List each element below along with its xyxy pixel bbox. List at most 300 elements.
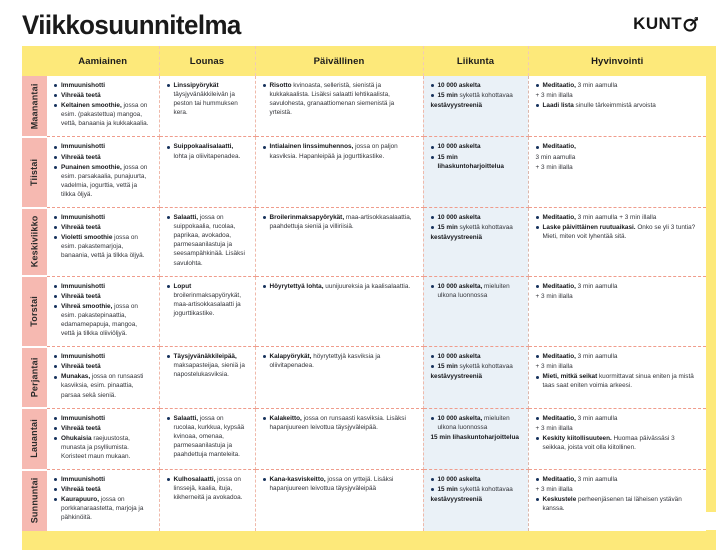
item-title: Täysjyvänäkkileipää, <box>173 353 237 361</box>
bullet-dot-icon <box>167 84 170 87</box>
list-item <box>431 372 521 381</box>
list-item <box>431 153 521 171</box>
item-title: 15 min <box>437 92 458 100</box>
item-detail: + 3 min illalla <box>535 486 573 494</box>
item-detail: 3 min aamulla + 3 min illalla <box>575 214 657 222</box>
item-detail: 3 min aamulla <box>575 353 618 361</box>
bottom-accent-strip <box>22 530 716 550</box>
item-title: Keltainen smoothie, <box>61 102 122 110</box>
bullet-dot-icon <box>167 285 170 288</box>
list-item <box>536 101 700 110</box>
cell-hyvinvointi <box>528 470 706 531</box>
day-label-cell <box>22 276 47 347</box>
item-title: Immuunishotti <box>61 82 106 89</box>
item-detail: kuormittavat sinua eniten ja mistä taas saat eniten voimia arkeesi. <box>542 373 694 390</box>
bullet-dot-icon <box>54 236 57 239</box>
column-header-aamiainen: Aamiainen <box>47 46 159 76</box>
item-title: Immuunishotti <box>61 214 106 222</box>
bullet-dot-icon <box>263 417 266 420</box>
list-item <box>167 414 248 459</box>
item-detail: 3 min aamulla <box>575 282 618 290</box>
bullet-dot-icon <box>167 478 170 481</box>
item-title: Vihreä smoothie, <box>61 302 113 310</box>
table-header-row <box>22 46 706 76</box>
column-header-liikunta: Liikunta <box>423 46 528 76</box>
list-item <box>431 101 521 110</box>
table-row <box>22 470 706 531</box>
aamiainen-list <box>54 142 152 199</box>
list-item <box>431 213 521 222</box>
list-item <box>54 142 152 151</box>
bullet-dot-icon <box>536 478 539 481</box>
hyvinvointi-list <box>536 81 700 110</box>
list-item <box>536 352 700 361</box>
paivallinen-list <box>263 142 416 160</box>
item-title: Punainen smoothie, <box>61 163 122 171</box>
bullet-dot-icon <box>54 295 57 298</box>
item-detail: jossa on runsaasti kasviksia. Lisäksi hapanjuureen leivottua täysjyväleipää. <box>269 414 406 431</box>
item-detail: jossa on paljon kasviksia. Hapanleipää ja jogurttikastike. <box>269 143 398 160</box>
list-item <box>536 142 700 151</box>
liikunta-list <box>431 142 521 170</box>
bullet-dot-icon <box>54 216 57 219</box>
list-item <box>431 485 521 494</box>
item-detail: 3 min aamulla <box>535 153 576 161</box>
cell-hyvinvointi <box>528 208 706 277</box>
item-title: Mieti, mitkä seikat <box>542 373 598 381</box>
bullet-dot-icon <box>431 488 434 491</box>
item-title: 10 000 askelta <box>437 82 481 89</box>
lounas-list <box>167 213 248 268</box>
item-title: Laske päivittäinen ruutuaikasi. <box>542 224 636 232</box>
item-detail: 3 min aamulla <box>575 476 618 484</box>
item-title: Munakas, <box>61 373 91 381</box>
table-row <box>22 408 706 469</box>
list-item <box>536 153 700 162</box>
bullet-dot-icon <box>431 285 434 288</box>
item-title: 10 000 askelta <box>437 353 481 361</box>
item-detail: jossa on esim. (pakastettua) mangoa, vettä, banaania ja kukkakaalia. <box>61 102 149 128</box>
list-item <box>536 282 700 291</box>
item-title: Risotto <box>269 82 292 89</box>
cell-paivallinen <box>255 137 423 208</box>
item-title: kestävyystreeniä <box>430 496 483 504</box>
bullet-dot-icon <box>431 365 434 368</box>
bullet-dot-icon <box>54 498 57 501</box>
plan-table-wrap <box>0 46 716 531</box>
hyvinvointi-list <box>536 282 700 301</box>
day-label-wrap <box>22 348 47 407</box>
item-title: Broilerinmaksapyörykät, <box>269 214 345 222</box>
paivallinen-list <box>263 213 416 231</box>
item-detail: + 3 min illalla <box>535 424 573 432</box>
bullet-dot-icon <box>536 417 539 420</box>
aamiainen-list <box>54 213 152 260</box>
bullet-dot-icon <box>431 94 434 97</box>
bullet-dot-icon <box>167 355 170 358</box>
bullet-dot-icon <box>263 355 266 358</box>
item-detail: + 3 min illalla <box>535 163 573 171</box>
list-item <box>54 292 152 301</box>
cell-paivallinen <box>255 208 423 277</box>
bullet-dot-icon <box>263 84 266 87</box>
item-detail: kvinoasta, selleristä, sienistä ja kukkakaalista. Lisäksi salaatti lehtikaalista, savulohesta, granaattiomenan siemenistä ja yrteistä. <box>269 82 395 117</box>
bullet-dot-icon <box>54 488 57 491</box>
item-title: Meditaatio, <box>542 82 576 89</box>
hyvinvointi-list <box>536 352 700 390</box>
list-item <box>431 282 521 300</box>
item-detail: + 3 min illalla <box>535 363 573 371</box>
cell-hyvinvointi <box>528 76 706 137</box>
day-label: Perjantai <box>29 357 40 398</box>
item-title: Vihreää teetä <box>61 292 101 300</box>
item-title: kestävyystreeniä <box>430 102 483 110</box>
bullet-dot-icon <box>431 146 434 149</box>
bullet-dot-icon <box>167 146 170 149</box>
table-row <box>22 347 706 408</box>
item-title: 15 min <box>437 486 458 494</box>
list-item <box>536 424 700 433</box>
item-detail: sinulle tärkeimmistä arvoista <box>573 102 656 110</box>
list-item <box>54 153 152 162</box>
list-item <box>167 352 248 379</box>
item-title: Loput <box>173 282 192 290</box>
day-label-cell <box>22 347 47 408</box>
day-label-wrap <box>22 409 47 468</box>
cell-liikunta <box>423 208 528 277</box>
list-item <box>54 223 152 232</box>
list-item <box>54 101 152 128</box>
bullet-dot-icon <box>536 437 539 440</box>
list-item <box>167 81 248 117</box>
cell-paivallinen <box>255 347 423 408</box>
item-detail: jossa on esim. parsakaalia, punajuurta, vadelmia, jogurttia, vettä ja tilkka öljyä. <box>61 163 148 198</box>
bullet-dot-icon <box>263 478 266 481</box>
list-item <box>431 142 521 151</box>
bullet-dot-icon <box>54 156 57 159</box>
bullet-dot-icon <box>536 498 539 501</box>
item-detail: jossa on esim. pakastepinaattia, edamamepapuja, mangoa, vettä ja tilkka oliiviöljyä. <box>61 302 138 338</box>
day-label-wrap <box>22 471 47 531</box>
item-detail: täysjyvänäkkileivän ja peston tai hummuksen kera. <box>173 91 238 117</box>
lounas-list <box>167 142 248 160</box>
list-item <box>431 495 521 504</box>
list-item <box>167 213 248 268</box>
cell-liikunta <box>423 470 528 531</box>
brand-name: KUNT <box>633 14 682 33</box>
item-title: Intialainen linssimuhennos, <box>269 143 354 151</box>
cell-lounas <box>159 208 255 277</box>
item-title: Keskity kiitollisuuteen. <box>542 434 612 442</box>
target-o-icon <box>683 17 698 32</box>
bullet-dot-icon <box>536 376 539 379</box>
day-label-wrap <box>22 277 47 346</box>
item-detail: maa-artisokkasalaattia, paahdettuja sieniä ja villiriisiä. <box>269 214 412 231</box>
lounas-list <box>167 81 248 117</box>
item-detail: jossa on porkkanaraastetta, marjoja ja pähkinöitä. <box>61 496 144 522</box>
day-label-wrap <box>22 76 47 136</box>
list-item <box>536 213 700 222</box>
list-item <box>536 91 700 100</box>
list-item <box>431 414 521 432</box>
liikunta-list <box>431 282 521 300</box>
page-title: Viikkosuunnitelma <box>22 10 241 40</box>
item-detail: + 3 min illalla <box>535 292 573 300</box>
bullet-dot-icon <box>431 355 434 358</box>
column-header-hyvinvointi: Hyvinvointi <box>528 46 706 76</box>
liikunta-list <box>431 352 521 381</box>
list-item <box>54 91 152 100</box>
list-item <box>536 292 700 301</box>
list-item <box>263 475 416 493</box>
list-item <box>431 223 521 232</box>
item-title: Vihreää teetä <box>61 224 101 232</box>
item-detail: 3 min aamulla <box>575 82 618 89</box>
item-title: Meditaatio, <box>542 353 576 361</box>
list-item <box>54 282 152 291</box>
cell-lounas <box>159 76 255 137</box>
aamiainen-list <box>54 282 152 339</box>
cell-paivallinen <box>255 276 423 347</box>
cell-aamiainen <box>47 347 159 408</box>
bullet-dot-icon <box>431 478 434 481</box>
bullet-dot-icon <box>536 355 539 358</box>
bullet-dot-icon <box>263 216 266 219</box>
bullet-dot-icon <box>536 104 539 107</box>
item-title: 10 000 askelta <box>437 143 481 151</box>
list-item <box>431 352 521 361</box>
item-title: Kulhosalaatti, <box>173 476 216 484</box>
item-title: kestävyystreeniä <box>430 234 483 242</box>
cell-aamiainen <box>47 76 159 137</box>
item-detail: jossa on yrttejä. Lisäksi hapanjuureen leivottua täysjyväleipää <box>269 476 394 493</box>
item-detail: jossa on rucolaa, kurkkua, kypsää kvinoaa, omenaa, parmesaanilastuja ja paahdettuja manteleita. <box>173 414 245 458</box>
item-detail: jossa on esim. pakastemarjoja, banaania, vettä ja tilkka öljyä. <box>61 234 145 260</box>
cell-lounas <box>159 347 255 408</box>
item-title: Meditaatio, <box>542 414 576 422</box>
list-item <box>167 475 248 502</box>
item-title: 15 min lihaskuntoharjoittelua <box>430 433 519 441</box>
bullet-dot-icon <box>54 365 57 368</box>
list-item <box>54 352 152 361</box>
liikunta-list <box>431 213 521 242</box>
cell-paivallinen <box>255 76 423 137</box>
item-detail: raejuustosta, munasta ja psylliumista. Koristeet maun mukaan. <box>61 434 131 460</box>
bullet-dot-icon <box>167 417 170 420</box>
item-title: Ohukaisia <box>61 434 92 442</box>
cell-liikunta <box>423 137 528 208</box>
list-item <box>54 213 152 222</box>
item-title: 15 min lihaskuntoharjoittelua <box>437 153 504 170</box>
cell-aamiainen <box>47 470 159 531</box>
item-title: Laadi lista <box>542 102 574 110</box>
item-title: Kana-kasviskeitto, <box>269 476 326 484</box>
bullet-dot-icon <box>54 355 57 358</box>
list-item <box>536 434 700 452</box>
hyvinvointi-list <box>536 142 700 171</box>
item-title: Kaurapuuro, <box>61 496 99 504</box>
item-title: 15 min <box>437 224 458 232</box>
item-detail: Onko se yli 3 tuntia? Mieti, miten voit lyhentää sitä. <box>542 224 696 241</box>
bullet-dot-icon <box>536 84 539 87</box>
day-label: Keskiviikko <box>29 215 40 268</box>
paivallinen-list <box>263 352 416 370</box>
bullet-dot-icon <box>536 146 539 149</box>
bullet-dot-icon <box>54 166 57 169</box>
list-item <box>54 362 152 371</box>
item-title: Vihreää teetä <box>61 363 101 371</box>
list-item <box>431 475 521 484</box>
cell-hyvinvointi <box>528 276 706 347</box>
bullet-dot-icon <box>54 285 57 288</box>
item-detail: uunijuureksia ja kaalisalaattia. <box>323 282 411 290</box>
day-label-cell <box>22 137 47 208</box>
item-title: Immuunishotti <box>61 353 106 361</box>
lounas-list <box>167 352 248 379</box>
list-item <box>263 213 416 231</box>
day-label: Torstai <box>29 295 40 327</box>
cell-lounas <box>159 470 255 531</box>
item-title: Vihreää teetä <box>61 92 101 100</box>
bullet-dot-icon <box>54 427 57 430</box>
item-title: Höyrytettyä lohta, <box>269 282 324 290</box>
header-corner <box>22 46 47 76</box>
list-item <box>536 372 700 390</box>
list-item <box>431 362 521 371</box>
paivallinen-list <box>263 414 416 432</box>
item-detail: 3 min aamulla <box>575 414 618 422</box>
list-item <box>54 475 152 484</box>
table-row <box>22 137 706 208</box>
bullet-dot-icon <box>431 156 434 159</box>
item-title: Immuunishotti <box>61 476 106 484</box>
bullet-dot-icon <box>536 226 539 229</box>
aamiainen-list <box>54 414 152 461</box>
item-detail: broilerinmaksapyörykät, maa-artisokkasalaatti ja jogurttikastike. <box>173 291 241 317</box>
item-detail: jossa on runsaasti kasviksia, esim. pinaattia, parsaa sekä sieniä. <box>61 373 144 399</box>
item-detail: sykettä kohottavaa <box>457 486 513 494</box>
item-title: 10 000 askelta <box>437 214 481 222</box>
table-row <box>22 76 706 137</box>
paivallinen-list <box>263 81 416 117</box>
item-detail: lohta ja oliivitapenadea. <box>173 152 241 160</box>
list-item <box>536 495 700 513</box>
list-item <box>54 302 152 338</box>
list-item <box>263 142 416 160</box>
item-title: Meditaatio, <box>542 214 576 222</box>
cell-paivallinen <box>255 408 423 469</box>
list-item <box>431 233 521 242</box>
bullet-dot-icon <box>54 146 57 149</box>
list-item <box>536 485 700 494</box>
list-item <box>536 475 700 484</box>
hyvinvointi-list <box>536 475 700 513</box>
aamiainen-list <box>54 81 152 128</box>
day-label-cell <box>22 470 47 531</box>
item-title: kestävyystreeniä <box>430 373 483 381</box>
column-header-paivallinen: Päivällinen <box>255 46 423 76</box>
bullet-dot-icon <box>54 104 57 107</box>
cell-aamiainen <box>47 408 159 469</box>
list-item <box>536 81 700 90</box>
list-item <box>263 81 416 117</box>
lounas-list <box>167 414 248 459</box>
list-item <box>167 142 248 160</box>
cell-hyvinvointi <box>528 408 706 469</box>
bullet-dot-icon <box>536 285 539 288</box>
day-label: Sunnuntai <box>29 477 40 524</box>
item-detail: Huomaa päivässäsi 3 seikkaa, joista voit olla kiitollinen. <box>542 434 675 451</box>
bullet-dot-icon <box>167 216 170 219</box>
day-label-cell <box>22 76 47 137</box>
item-title: 10 000 askelta, <box>437 414 483 422</box>
item-title: Immuunishotti <box>61 282 106 290</box>
day-label: Maanantai <box>29 83 40 129</box>
item-title: Linssipyörykät <box>173 82 219 89</box>
item-title: Vihreää teetä <box>61 486 101 494</box>
day-label: Lauantai <box>29 419 40 459</box>
list-item <box>54 81 152 90</box>
list-item <box>431 433 521 442</box>
hyvinvointi-list <box>536 213 700 241</box>
table-body <box>22 76 706 531</box>
day-label-wrap <box>22 138 47 207</box>
bullet-dot-icon <box>54 226 57 229</box>
item-title: 10 000 askelta, <box>437 282 483 290</box>
item-detail: sykettä kohottavaa <box>457 92 513 100</box>
item-title: Kalakeitto, <box>269 414 302 422</box>
list-item <box>54 414 152 423</box>
list-item <box>431 81 521 90</box>
paivallinen-list <box>263 282 416 291</box>
cell-liikunta <box>423 408 528 469</box>
item-detail: perheenjäsenen tai läheisen ystävän kanssa. <box>542 496 682 513</box>
liikunta-list <box>431 475 521 504</box>
item-title: Vihreää teetä <box>61 153 101 161</box>
column-header-lounas: Lounas <box>159 46 255 76</box>
list-item <box>263 352 416 370</box>
cell-aamiainen <box>47 208 159 277</box>
item-title: Vihreää teetä <box>61 424 101 432</box>
bullet-dot-icon <box>54 376 57 379</box>
list-item <box>536 414 700 423</box>
liikunta-list <box>431 414 521 442</box>
item-title: Meditaatio, <box>542 282 576 290</box>
list-item <box>54 495 152 522</box>
aamiainen-list <box>54 352 152 399</box>
bullet-dot-icon <box>263 285 266 288</box>
list-item <box>167 282 248 318</box>
list-item <box>536 362 700 371</box>
day-label: Tiistai <box>29 158 40 186</box>
item-detail: maksapasteijaa, sieniä ja napostelukasviksia. <box>173 362 245 379</box>
cell-lounas <box>159 137 255 208</box>
bullet-dot-icon <box>54 94 57 97</box>
cell-lounas <box>159 408 255 469</box>
item-title: Immuunishotti <box>61 414 106 422</box>
day-label-wrap <box>22 209 47 276</box>
list-item <box>54 434 152 461</box>
list-item <box>54 163 152 199</box>
brand-logo <box>633 8 698 34</box>
list-item <box>54 372 152 399</box>
bullet-dot-icon <box>431 226 434 229</box>
item-title: Meditaatio, <box>542 143 576 151</box>
day-label-cell <box>22 408 47 469</box>
paivallinen-list <box>263 475 416 493</box>
bullet-dot-icon <box>54 417 57 420</box>
list-item <box>263 282 416 291</box>
